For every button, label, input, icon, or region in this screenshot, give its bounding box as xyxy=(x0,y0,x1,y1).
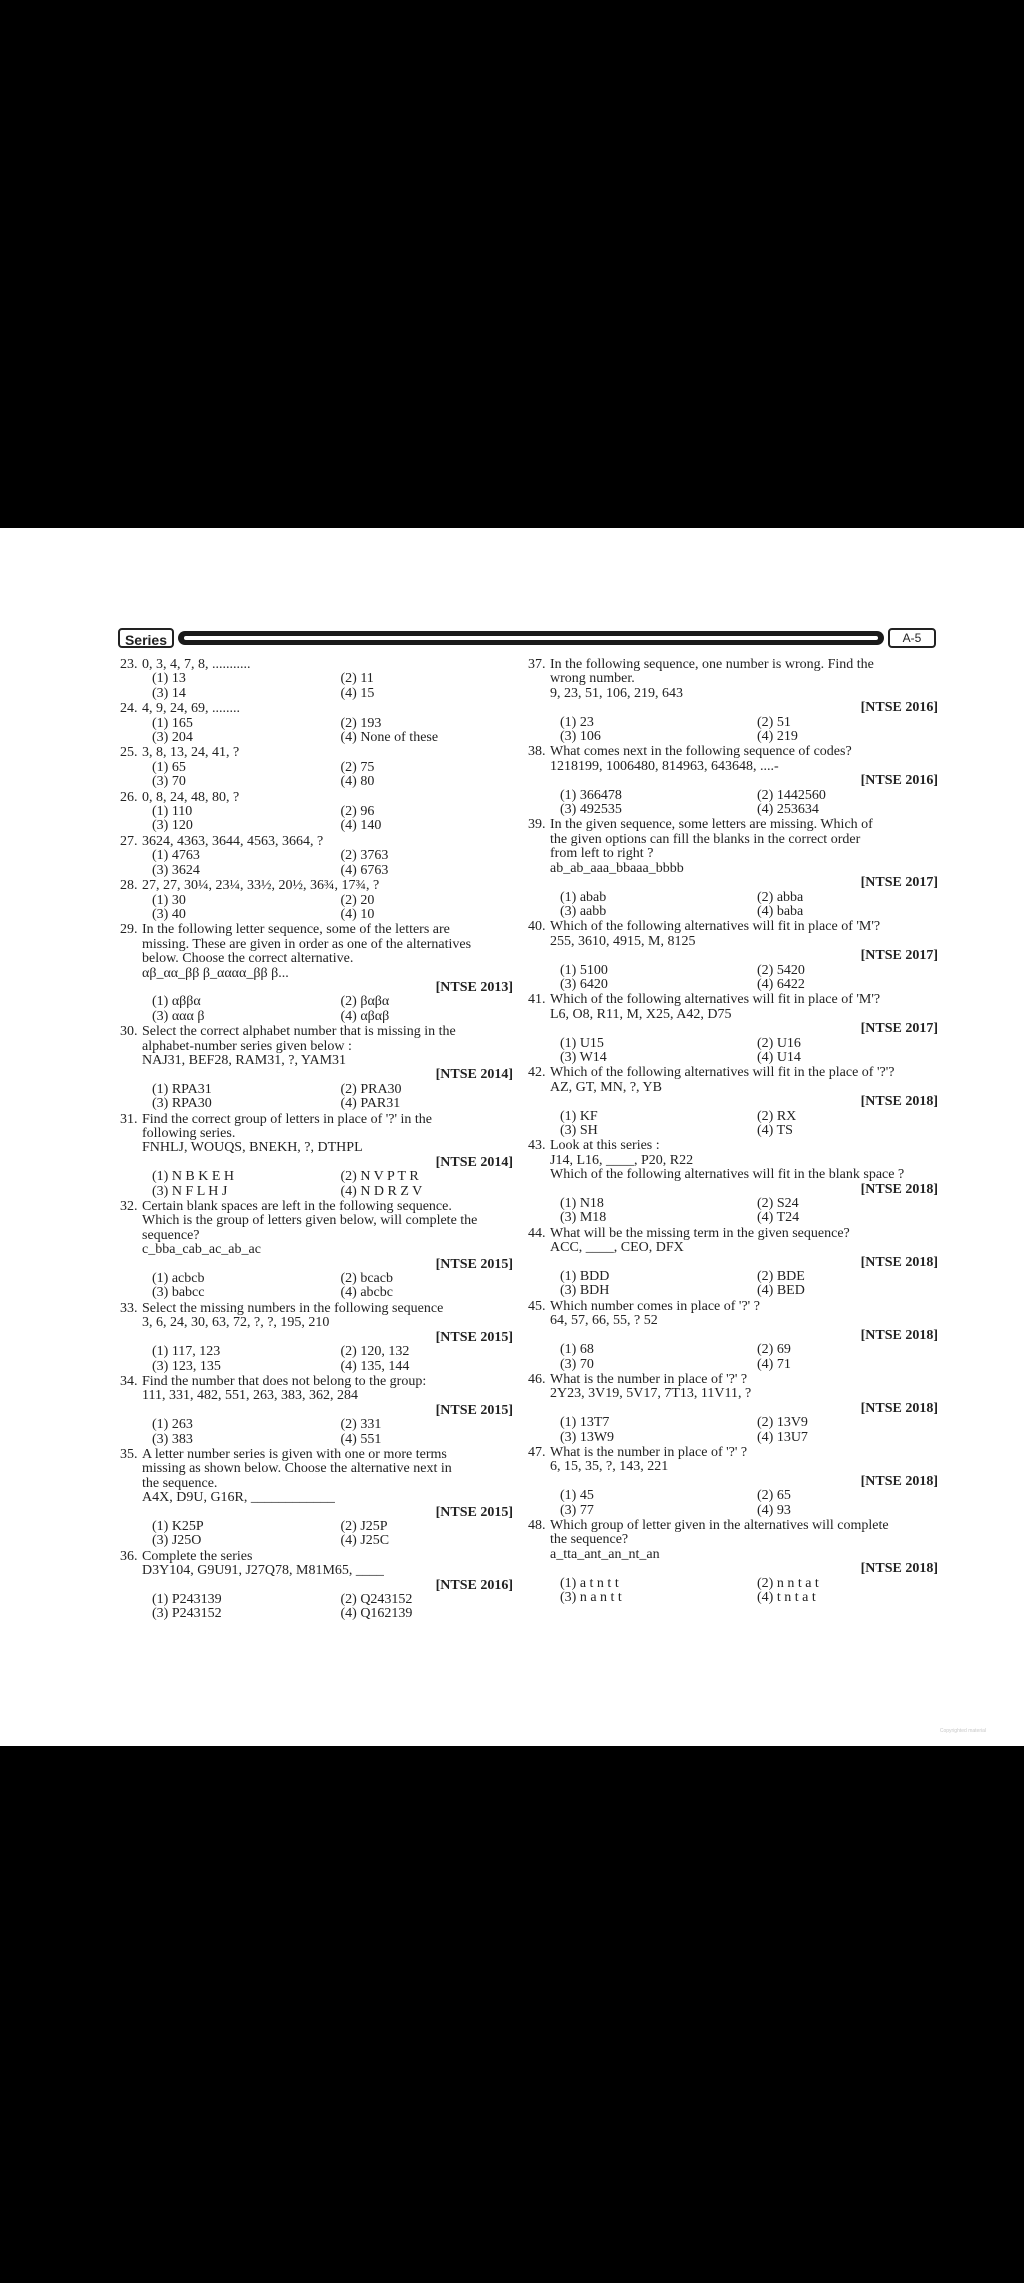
answer-option: (3) 40 xyxy=(152,906,186,922)
answer-option: (4) 10 xyxy=(340,906,375,922)
answer-option: (2) 51 xyxy=(757,714,791,730)
answer-options xyxy=(550,1416,938,1445)
answer-option: (4) N D R Z V xyxy=(340,1183,423,1199)
answer-option: (4) 140 xyxy=(340,818,382,834)
answer-option: (2) 120, 132 xyxy=(340,1344,410,1360)
question-number: 25. xyxy=(120,745,138,761)
answer-option: (3) 70 xyxy=(560,1356,594,1372)
question-number: 26. xyxy=(120,789,138,805)
exam-source-tag: [NTSE 2018] xyxy=(860,1327,938,1343)
question-number: 41. xyxy=(528,992,546,1008)
question-text-line: Which is the group of letters given below, will complete the xyxy=(142,1214,478,1229)
question-text-line: Complete the series xyxy=(142,1549,253,1564)
question xyxy=(528,920,938,992)
question-text-line: Which group of letter given in the alternatives will complete xyxy=(550,1518,889,1533)
question xyxy=(528,818,938,919)
answer-option: (4) 13U7 xyxy=(757,1429,808,1445)
answer-option: (2) 3763 xyxy=(340,848,389,864)
answer-options xyxy=(142,805,513,834)
answer-options xyxy=(550,1343,938,1372)
question-number: 27. xyxy=(120,833,138,849)
answer-option: (4) 80 xyxy=(340,774,375,790)
answer-option: (1) acbcb xyxy=(152,1271,205,1287)
answer-options xyxy=(142,1345,513,1374)
question-text-line: αβ_αα_ββ β_αααα_ββ β... xyxy=(142,966,289,981)
answer-option: (2) BDE xyxy=(757,1269,805,1285)
question-text-line: wrong number. xyxy=(550,672,635,687)
answer-option: (4) 71 xyxy=(757,1356,791,1372)
answer-option: (3) ααα β xyxy=(152,1008,205,1024)
question-text-line: What comes next in the following sequence of codes? xyxy=(550,745,852,760)
answer-option: (3) M18 xyxy=(560,1210,607,1226)
answer-options xyxy=(142,995,513,1024)
answer-option: (1) BDD xyxy=(560,1269,610,1285)
question xyxy=(120,1200,513,1301)
question-text-line: J14, L16, ____, P20, R22 xyxy=(550,1153,694,1168)
question-text-line: 3, 6, 24, 30, 63, 72, ?, ?, 195, 210 xyxy=(142,1316,330,1331)
answer-option: (3) BDH xyxy=(560,1283,610,1299)
question-text-line: FNHLJ, WOUQS, BNEKH, ?, DTHPL xyxy=(142,1141,363,1156)
exam-source-tag: [NTSE 2017] xyxy=(860,875,938,891)
question-number: 33. xyxy=(120,1300,138,1316)
exam-source-tag: [NTSE 2013] xyxy=(435,979,513,995)
question xyxy=(528,1066,938,1138)
question-text-line: 9, 23, 51, 106, 219, 643 xyxy=(550,686,683,701)
right-column xyxy=(528,658,938,1606)
answer-option: (2) βαβα xyxy=(340,994,390,1010)
question xyxy=(120,658,513,701)
exam-source-tag: [NTSE 2017] xyxy=(860,1021,938,1037)
question xyxy=(528,1373,938,1445)
question xyxy=(120,879,513,922)
answer-option: (3) J25O xyxy=(152,1533,202,1549)
answer-option: (3) 6420 xyxy=(560,976,608,992)
header-bar xyxy=(178,631,884,645)
exam-source-tag: [NTSE 2017] xyxy=(860,948,938,964)
question-number: 34. xyxy=(120,1373,138,1389)
question-text-line: D3Y104, G9U91, J27Q78, M81M65, ____ xyxy=(142,1564,384,1579)
question-number: 40. xyxy=(528,919,546,935)
answer-options xyxy=(142,717,513,746)
question-number: 31. xyxy=(120,1111,138,1127)
answer-option: (1) 13 xyxy=(152,671,186,687)
answer-option: (1) 4763 xyxy=(152,848,200,864)
answer-options xyxy=(142,1418,513,1447)
answer-option: (1) 366478 xyxy=(560,787,622,803)
question-text-line: NAJ31, BEF28, RAM31, ?, YAM31 xyxy=(142,1053,347,1068)
answer-option: (2) bcacb xyxy=(340,1271,393,1287)
question-text-line: 3624, 4363, 3644, 4563, 3664, ? xyxy=(142,834,324,849)
question-text-line: 2Y23, 3V19, 5V17, 7T13, 11V11, ? xyxy=(550,1387,752,1402)
exam-source-tag: [NTSE 2018] xyxy=(860,1254,938,1270)
question xyxy=(120,1025,513,1111)
answer-option: (3) n a n t t xyxy=(560,1590,622,1605)
answer-option: (2) 69 xyxy=(757,1342,791,1358)
answer-options xyxy=(142,672,513,701)
answer-option: (1) 263 xyxy=(152,1417,193,1433)
exam-source-tag: [NTSE 2016] xyxy=(860,700,938,716)
question-text-line: 4, 9, 24, 69, ........ xyxy=(142,702,240,717)
answer-option: (3) aabb xyxy=(560,903,607,919)
question xyxy=(528,745,938,817)
question-text-line: Certain blank spaces are left in the following sequence. xyxy=(142,1200,452,1215)
answer-option: (4) U14 xyxy=(757,1049,801,1065)
answer-option: (2) U16 xyxy=(757,1035,801,1051)
answer-option: (3) 3624 xyxy=(152,862,200,878)
exam-source-tag: [NTSE 2018] xyxy=(860,1181,938,1197)
question-text-line: sequence? xyxy=(142,1228,200,1243)
answer-option: (1) N B K E H xyxy=(152,1169,235,1185)
answer-options xyxy=(142,761,513,790)
question-number: 35. xyxy=(120,1446,138,1462)
question xyxy=(528,1519,938,1605)
question-text-line: below. Choose the correct alternative. xyxy=(142,952,354,967)
question xyxy=(528,1300,938,1372)
answer-option: (4) 551 xyxy=(340,1431,382,1447)
question-number: 43. xyxy=(528,1138,546,1154)
question-text-line: missing. These are given in order as one of the alternatives xyxy=(142,937,472,952)
question-text-line: Look at this series : xyxy=(550,1139,660,1154)
exam-source-tag: [NTSE 2014] xyxy=(435,1154,513,1170)
question xyxy=(528,1227,938,1299)
answer-option: (2) PRA30 xyxy=(340,1081,402,1097)
answer-option: (1) KF xyxy=(560,1108,598,1124)
answer-option: (1) 65 xyxy=(152,759,186,775)
answer-option: (2) J25P xyxy=(340,1518,388,1534)
answer-option: (2) 20 xyxy=(340,892,375,908)
question xyxy=(528,993,938,1065)
question-text-line: missing as shown below. Choose the alternative next in xyxy=(142,1462,452,1477)
answer-options xyxy=(142,849,513,878)
watermark: Copyrighted material xyxy=(939,1728,986,1734)
page-header xyxy=(118,628,936,648)
question-text-line: What is the number in place of '?' ? xyxy=(550,1372,748,1387)
question-text-line: a_tta_ant_an_nt_an xyxy=(550,1547,660,1562)
exam-source-tag: [NTSE 2014] xyxy=(435,1067,513,1083)
answer-option: (3) 204 xyxy=(152,730,193,746)
answer-option: (3) SH xyxy=(560,1123,598,1138)
question-text-line: 6, 15, 35, ?, 143, 221 xyxy=(550,1460,669,1475)
question xyxy=(120,1448,513,1549)
answer-option: (3) 383 xyxy=(152,1431,193,1447)
answer-option: (4) baba xyxy=(757,903,804,919)
exam-source-tag: [NTSE 2018] xyxy=(860,1094,938,1110)
answer-option: (2) 11 xyxy=(340,671,374,687)
question-text-line: L6, O8, R11, M, X25, A42, D75 xyxy=(550,1007,732,1022)
question-text-line: Select the correct alphabet number that is missing in the xyxy=(142,1025,456,1040)
question-number: 45. xyxy=(528,1298,546,1314)
answer-option: (4) 253634 xyxy=(757,802,819,818)
question xyxy=(528,1446,938,1518)
answer-option: (4) PAR31 xyxy=(340,1096,401,1112)
answer-option: (3) 120 xyxy=(152,818,193,834)
question-number: 46. xyxy=(528,1371,546,1387)
answer-option: (4) abcbc xyxy=(340,1285,393,1301)
question-text-line: 0, 3, 4, 7, 8, ........... xyxy=(142,658,251,672)
question-text-line: In the following letter sequence, some of the letters are xyxy=(142,923,450,938)
answer-options xyxy=(142,1170,513,1199)
answer-option: (2) Q243152 xyxy=(340,1592,413,1607)
answer-options xyxy=(550,716,938,745)
answer-options xyxy=(142,1520,513,1549)
answer-options xyxy=(142,894,513,923)
answer-option: (1) P243139 xyxy=(152,1592,222,1607)
answer-option: (2) 96 xyxy=(340,804,375,820)
answer-option: (2) 193 xyxy=(340,715,382,731)
question-text-line: the sequence. xyxy=(142,1476,218,1491)
question-text-line: ACC, ____, CEO, DFX xyxy=(550,1241,684,1256)
question-text-line: 3, 8, 13, 24, 41, ? xyxy=(142,746,240,761)
exam-source-tag: [NTSE 2018] xyxy=(860,1400,938,1416)
question-number: 24. xyxy=(120,701,138,717)
exam-source-tag: [NTSE 2015] xyxy=(435,1504,513,1520)
answer-option: (3) 70 xyxy=(152,774,186,790)
answer-options xyxy=(550,1577,938,1606)
answer-option: (2) 13V9 xyxy=(757,1415,808,1431)
answer-option: (1) αββα xyxy=(152,994,201,1010)
answer-option: (3) N F L H J xyxy=(152,1183,228,1199)
answer-options xyxy=(550,964,938,993)
answer-option: (3) RPA30 xyxy=(152,1096,212,1112)
answer-option: (4) 6422 xyxy=(757,976,805,992)
question-number: 48. xyxy=(528,1517,546,1533)
answer-option: (4) 6763 xyxy=(340,862,389,878)
answer-option: (4) None of these xyxy=(340,730,439,746)
answer-option: (4) 93 xyxy=(757,1502,791,1518)
answer-option: (2) 331 xyxy=(340,1417,382,1433)
question xyxy=(120,702,513,745)
question-number: 28. xyxy=(120,878,138,894)
answer-option: (1) 5100 xyxy=(560,962,608,978)
answer-option: (4) αβαβ xyxy=(340,1008,390,1024)
exam-source-tag: [NTSE 2016] xyxy=(860,773,938,789)
question-number: 44. xyxy=(528,1225,546,1241)
question xyxy=(528,1139,938,1225)
page-number: A-5 xyxy=(888,628,936,648)
question-text-line: Find the number that does not belong to the group: xyxy=(142,1374,427,1389)
question-text-line: following series. xyxy=(142,1127,236,1141)
question-text-line: 64, 57, 66, 55, ? 52 xyxy=(550,1314,658,1329)
answer-option: (1) U15 xyxy=(560,1035,604,1051)
exam-source-tag: [NTSE 2015] xyxy=(435,1402,513,1418)
answer-option: (4) J25C xyxy=(340,1533,390,1549)
answer-option: (1) 23 xyxy=(560,714,594,730)
question-text-line: Select the missing numbers in the following sequence xyxy=(142,1301,444,1316)
answer-options xyxy=(550,1270,938,1299)
exam-source-tag: [NTSE 2015] xyxy=(435,1256,513,1272)
exam-source-tag: [NTSE 2015] xyxy=(435,1329,513,1345)
exam-source-tag: [NTSE 2018] xyxy=(860,1473,938,1489)
left-column xyxy=(120,658,513,1623)
question-text-line: the given options can fill the blanks in the correct order xyxy=(550,832,861,847)
question-text-line: Find the correct group of letters in place of '?' in the xyxy=(142,1112,433,1127)
answer-options xyxy=(142,1083,513,1112)
question-text-line: 111, 331, 482, 551, 263, 383, 362, 284 xyxy=(142,1389,358,1404)
question-number: 39. xyxy=(528,817,546,833)
question-text-line: AZ, GT, MN, ?, YB xyxy=(550,1080,662,1095)
question-text-line: In the following sequence, one number is wrong. Find the xyxy=(550,658,874,672)
answer-option: (4) 135, 144 xyxy=(340,1358,410,1374)
section-label: Series xyxy=(118,628,174,648)
question-text-line: What will be the missing term in the given sequence? xyxy=(550,1226,850,1241)
answer-option: (1) 165 xyxy=(152,715,193,731)
answer-options xyxy=(142,1272,513,1301)
answer-option: (2) abba xyxy=(757,889,804,905)
answer-option: (2) 65 xyxy=(757,1488,791,1504)
question-number: 30. xyxy=(120,1024,138,1040)
answer-option: (1) 30 xyxy=(152,892,186,908)
question-text-line: the sequence? xyxy=(550,1533,629,1548)
exam-source-tag: [NTSE 2018] xyxy=(860,1561,938,1577)
question-text-line: Which number comes in place of '?' ? xyxy=(550,1299,760,1314)
answer-option: (4) 15 xyxy=(340,685,375,701)
answer-option: (1) abab xyxy=(560,889,607,905)
answer-option: (1) RPA31 xyxy=(152,1081,212,1097)
question-number: 37. xyxy=(528,657,546,672)
answer-option: (2) n n t a t xyxy=(757,1575,819,1591)
worksheet-page xyxy=(0,528,1024,1746)
question xyxy=(528,658,938,744)
answer-option: (2) 75 xyxy=(340,759,375,775)
question-text-line: In the given sequence, some letters are missing. Which of xyxy=(550,818,873,833)
question-number: 29. xyxy=(120,922,138,938)
answer-options xyxy=(550,1110,938,1139)
question-text-line: Which of the following alternatives will fit in the place of '?'? xyxy=(550,1066,895,1081)
question xyxy=(120,1302,513,1374)
answer-option: (4) t n t a t xyxy=(757,1590,816,1605)
question xyxy=(120,1550,513,1622)
question-text-line: A4X, D9U, G16R, ____________ xyxy=(142,1491,335,1506)
answer-option: (3) 106 xyxy=(560,729,601,745)
answer-option: (2) S24 xyxy=(757,1196,799,1212)
answer-options xyxy=(550,789,938,818)
answer-option: (3) P243152 xyxy=(152,1606,222,1622)
answer-option: (4) T24 xyxy=(757,1210,800,1226)
answer-option: (2) RX xyxy=(757,1108,797,1124)
answer-option: (3) babcc xyxy=(152,1285,205,1301)
question-text-line: What is the number in place of '?' ? xyxy=(550,1445,748,1460)
question xyxy=(120,835,513,878)
answer-option: (1) N18 xyxy=(560,1196,604,1212)
question xyxy=(120,1375,513,1447)
answer-options xyxy=(550,891,938,920)
question-text-line: Which of the following alternatives will fit in place of 'M'? xyxy=(550,920,881,935)
question xyxy=(120,746,513,789)
answer-option: (3) 13W9 xyxy=(560,1429,615,1445)
question-text-line: from left to right ? xyxy=(550,847,654,862)
question-text-line: ab_ab_aaa_bbaaa_bbbb xyxy=(550,861,684,876)
question-number: 36. xyxy=(120,1548,138,1564)
answer-option: (2) 5420 xyxy=(757,962,805,978)
answer-option: (4) TS xyxy=(757,1123,793,1138)
question xyxy=(120,791,513,834)
answer-options xyxy=(550,1197,938,1226)
answer-options xyxy=(550,1489,938,1518)
answer-option: (1) 117, 123 xyxy=(152,1344,221,1360)
question-text-line: alphabet-number series given below : xyxy=(142,1039,352,1054)
answer-options xyxy=(550,1037,938,1066)
question-number: 32. xyxy=(120,1199,138,1215)
question xyxy=(120,923,513,1024)
question xyxy=(120,1113,513,1199)
exam-source-tag: [NTSE 2016] xyxy=(435,1577,513,1593)
question-text-line: 1218199, 1006480, 814963, 643648, ....- xyxy=(550,759,779,774)
answer-option: (1) 68 xyxy=(560,1342,594,1358)
answer-option: (4) 219 xyxy=(757,729,798,745)
question-text-line: 0, 8, 24, 48, 80, ? xyxy=(142,790,240,805)
answer-option: (1) a t n t t xyxy=(560,1575,619,1591)
question-text-line: Which of the following alternatives will fit in the blank space ? xyxy=(550,1168,905,1183)
answer-option: (1) 13T7 xyxy=(560,1415,610,1431)
question-number: 23. xyxy=(120,657,138,672)
answer-option: (1) K25P xyxy=(152,1518,204,1534)
question-number: 38. xyxy=(528,744,546,760)
answer-option: (3) 123, 135 xyxy=(152,1358,221,1374)
question-text-line: c_bba_cab_ac_ab_ac xyxy=(142,1243,261,1258)
answer-option: (3) W14 xyxy=(560,1049,607,1065)
answer-options xyxy=(142,1593,513,1622)
question-text-line: 27, 27, 30¼, 23¼, 33½, 20½, 36¾, 17¾, ? xyxy=(142,879,380,894)
question-text-line: Which of the following alternatives will fit in place of 'M'? xyxy=(550,993,881,1008)
answer-option: (1) 45 xyxy=(560,1488,594,1504)
answer-option: (3) 77 xyxy=(560,1502,594,1518)
question-text-line: A letter number series is given with one or more terms xyxy=(142,1447,447,1462)
answer-option: (4) BED xyxy=(757,1283,805,1299)
answer-option: (3) 14 xyxy=(152,685,186,701)
question-number: 47. xyxy=(528,1444,546,1460)
answer-option: (3) 492535 xyxy=(560,802,622,818)
answer-option: (2) 1442560 xyxy=(757,787,826,803)
question-text-line: 255, 3610, 4915, M, 8125 xyxy=(550,934,696,949)
answer-option: (1) 110 xyxy=(152,804,193,820)
question-number: 42. xyxy=(528,1065,546,1081)
answer-option: (2) N V P T R xyxy=(340,1169,419,1185)
answer-option: (4) Q162139 xyxy=(340,1606,413,1622)
